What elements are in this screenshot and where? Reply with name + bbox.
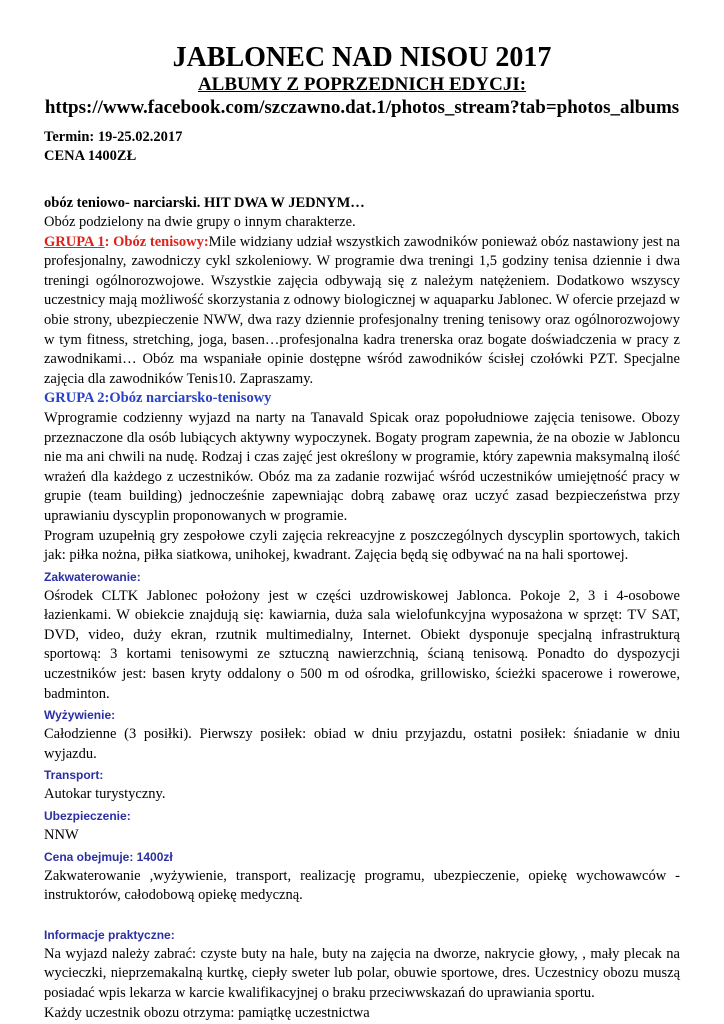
souvenir-text: Każdy uczestnik obozu otrzyma: pamiątkę uczestnictwa xyxy=(44,1004,370,1021)
price-includes-text: Zakwaterowanie ,wyżywienie, transport, realizację programu, ubezpieczenie, opiekę wychowawców - instruktorów, całodobową opiekę medyczną. xyxy=(44,867,680,904)
practical-info-heading: Informacje praktyczne: xyxy=(44,927,175,942)
transport-text: Autokar turystyczny. xyxy=(44,786,166,803)
accommodation-heading: Zakwaterowanie: xyxy=(44,569,141,584)
meals-heading: Wyżywienie: xyxy=(44,708,116,723)
accommodation-text: Ośrodek CLTK Jablonec położony jest w części uzdrowiskowej Jablonca. Pokoje 2, 3 i 4-osobowe łazienkami. W obiekcie znajdują się: kawiarnia, duża sala wielofunkcyjna wyposażona w sprzęt: TV SAT, DVD, video, duży ekran, rzutnik multimedialny, Internet. Obiekt dysponuje specjalną infrastrukturą sportową: 3 kortami tenisowymi ze sztuczną nawierzchnią, ścianą tenisową. Ponadto do dyspozycji uczestników jest: basen kryty oddalony o 500 m od ośrodka, grillowisko, ścieżki spacerowe i rowerowe, badminton. xyxy=(44,587,680,702)
document-page xyxy=(44,42,680,1023)
group1-label: GRUPA 1 xyxy=(44,233,105,250)
group1-paragraph xyxy=(44,233,680,390)
price-line: CENA 1400ZŁ xyxy=(44,148,137,164)
group1-text: Mile widziany udział wszystkich zawodników ponieważ obóz nastawiony jest na profesjonalny, zawodniczy cykl szkoleniowy. W programie dwa treningi 1,5 godziny tenisa dziennie i dwa treningi ogólnorozwojowe. Wszystkie zajęcia odbywają się z należym natężeniem. Dodatkowo wszyscy uczestnicy mają możliwość skorzystania z odnowy biologicznej w aquaparku Jablonec. W ofercie przejazd w obie strony, ubezpieczenie NWW, dwa razy dziennie profesjonalny trening tenisowy oraz ogólnorozwojowy w tym fitness, stretching, joga, basen…profesjonalna kadra trenerska oraz bogate doświadczenia w pracy z zawodnikami… Obóz ma wspaniałe opinie dostępne wśród zawodników ścisłej czołówki PZT. Specjalne zajęcia dla zawodników Tenis10. Zapraszamy. xyxy=(44,233,680,387)
group2-text-2: Program uzupełnią gry zespołowe czyli zajęcia rekreacyjne z poszczególnych dyscyplin sportowych, takich jak: piłka nożna, piłka siatkowa, unihokej, kwadrant. Zajęcia będą się odbywać na na hali sportowej. xyxy=(44,527,680,564)
group2-heading: GRUPA 2:Obóz narciarsko-tenisowy xyxy=(44,390,272,407)
practical-info-text: Na wyjazd należy zabrać: czyste buty na hale, buty na zajęcia na dworze, nakrycie głowy, , mały plecak na wycieczki, nieprzemakalną kurtkę, ciepły sweter lub polar, obuwie sportowe, dres. Uczestnicy obozu muszą posiadać wpis lekarza w karcie kwalifikacyjnej o braku przeciwwskazań do uprawiania sportu. xyxy=(44,945,680,1001)
insurance-heading: Ubezpieczenie: xyxy=(44,809,131,824)
meals-text: Całodzienne (3 posiłki). Pierwszy posiłek: obiad w dniu przyjazdu, ostatni posiłek: śniadanie w dniu wyjazdu. xyxy=(44,726,680,762)
termin-line: Termin: 19-25.02.2017 xyxy=(44,129,183,145)
intro-text: Obóz podzielony na dwie grupy o innym charakterze. xyxy=(44,214,356,230)
intro-heading: obóz teniowo- narciarski. HIT DWA W JEDNYM… xyxy=(44,195,365,211)
price-includes-heading: Cena obejmuje: 1400zł xyxy=(44,849,173,864)
transport-heading: Transport: xyxy=(44,768,104,783)
page-title: JABLONEC NAD NISOU 2017 xyxy=(172,42,552,73)
insurance-text: NNW xyxy=(44,827,79,844)
albums-link[interactable]: https://www.facebook.com/szczawno.dat.1/photos_stream?tab=photos_albums xyxy=(44,97,680,118)
group2-text-1: Wprogramie codzienny wyjazd na narty na Tanavald Spicak oraz popołudniowe zajęcia tenisowe. Obozy przeznaczone dla osób lubiących aktywny wypoczynek. Bogaty program zapewnia, że na obozie w Jabloncu nie ma ani chwili na nudę. Rodzaj i czas zajęć jest określony w programie, który zapewnia maksymalną ilość wrażeń dla każdego z uczestników. Obóz ma za zadanie rozwijać wśród uczestników umiejętność pracy w grupie (team building) jednocześnie zapewniając dobrą zabawę oraz uczyć zasad bezpieczeństwa przy uprawianiu dyscyplin proponowanych w programie. xyxy=(44,409,680,524)
group1-title: : Obóz tenisowy: xyxy=(104,233,209,250)
albums-heading: ALBUMY Z POPRZEDNICH EDYCJI: xyxy=(197,74,527,95)
